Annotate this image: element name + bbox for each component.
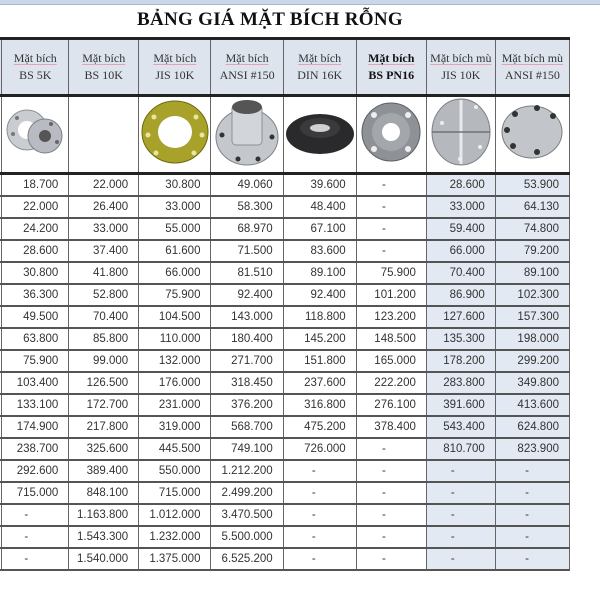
price-cell-blind-jis10k: -: [426, 460, 495, 482]
price-cell-bs5k: 75.900: [2, 350, 69, 372]
price-cell-ansi150: 271.700: [211, 350, 283, 372]
table-row: [0, 350, 570, 372]
table-row: [0, 218, 570, 240]
price-cell-bs5k: 174.900: [2, 416, 69, 438]
price-cell-bspn16: 148.500: [356, 328, 426, 350]
price-cell-bs5k: -: [2, 526, 69, 548]
price-cell-bs10k: 126.500: [69, 372, 139, 394]
price-cell-blind-jis10k: 86.900: [426, 284, 495, 306]
spreadsheet-top-strip: [0, 0, 600, 5]
price-cell-blind-ansi150: 349.800: [495, 372, 569, 394]
price-cell-bspn16: -: [356, 460, 426, 482]
price-table: [0, 37, 570, 571]
table-row: [0, 548, 570, 570]
header-blind-jis10k: Mặt bích mù JIS 10K: [426, 39, 495, 96]
price-cell-blind-jis10k: -: [426, 548, 495, 570]
black-steel-flange-icon: [285, 109, 355, 160]
price-cell-bspn16: -: [356, 526, 426, 548]
price-cell-bs10k: 37.400: [69, 240, 139, 262]
price-cell-blind-ansi150: -: [495, 504, 569, 526]
price-cell-din16k: 726.000: [283, 438, 356, 460]
price-cell-blind-ansi150: -: [495, 548, 569, 570]
price-cell-bs10k: 33.000: [69, 218, 139, 240]
price-cell-bs5k: 292.600: [2, 460, 69, 482]
price-cell-bs10k: 26.400: [69, 196, 139, 218]
price-cell-blind-jis10k: 391.600: [426, 394, 495, 416]
price-cell-ansi150: 376.200: [211, 394, 283, 416]
price-cell-ansi150: 143.000: [211, 306, 283, 328]
price-cell-jis10k: 715.000: [139, 482, 211, 504]
price-cell-ansi150: 568.700: [211, 416, 283, 438]
price-cell-bs5k: -: [2, 504, 69, 526]
table-row: [0, 394, 570, 416]
header-jis10k: Mặt bích JIS 10K: [139, 39, 211, 96]
price-cell-bspn16: 378.400: [356, 416, 426, 438]
price-cell-bs10k: 1.163.800: [69, 504, 139, 526]
price-cell-blind-ansi150: 102.300: [495, 284, 569, 306]
image-cell-blind-jis10k: [426, 96, 495, 174]
price-cell-ansi150: 68.970: [211, 218, 283, 240]
price-cell-din16k: 67.100: [283, 218, 356, 240]
price-cell-din16k: 92.400: [283, 284, 356, 306]
price-cell-blind-jis10k: 127.600: [426, 306, 495, 328]
price-cell-din16k: 145.200: [283, 328, 356, 350]
price-cell-bs10k: 22.000: [69, 174, 139, 197]
price-cell-bs10k: 41.800: [69, 262, 139, 284]
price-cell-din16k: 89.100: [283, 262, 356, 284]
price-cell-din16k: -: [283, 548, 356, 570]
image-cell-din16k: [283, 96, 356, 174]
table-row: [0, 262, 570, 284]
price-cell-ansi150: 180.400: [211, 328, 283, 350]
stainless-flange-pair-icon: [3, 104, 67, 165]
price-cell-blind-ansi150: 198.000: [495, 328, 569, 350]
price-cell-bspn16: -: [356, 548, 426, 570]
price-cell-blind-jis10k: 543.400: [426, 416, 495, 438]
price-cell-ansi150: 3.470.500: [211, 504, 283, 526]
price-cell-bspn16: 75.900: [356, 262, 426, 284]
header-row: [0, 39, 570, 96]
price-cell-bs10k: 99.000: [69, 350, 139, 372]
yellow-plate-flange-icon: [140, 99, 210, 170]
price-cell-blind-jis10k: 135.300: [426, 328, 495, 350]
price-cell-bs5k: 133.100: [2, 394, 69, 416]
price-cell-bs5k: 715.000: [2, 482, 69, 504]
price-cell-jis10k: 1.232.000: [139, 526, 211, 548]
table-row: [0, 328, 570, 350]
price-cell-ansi150: 749.100: [211, 438, 283, 460]
price-cell-din16k: 316.800: [283, 394, 356, 416]
price-cell-jis10k: 55.000: [139, 218, 211, 240]
image-cell-bs10k: [69, 96, 139, 174]
price-cell-jis10k: 66.000: [139, 262, 211, 284]
price-cell-din16k: 39.600: [283, 174, 356, 197]
table-row: [0, 416, 570, 438]
price-cell-din16k: -: [283, 526, 356, 548]
price-cell-ansi150: 49.060: [211, 174, 283, 197]
price-cell-jis10k: 445.500: [139, 438, 211, 460]
price-cell-blind-ansi150: -: [495, 526, 569, 548]
price-cell-jis10k: 33.000: [139, 196, 211, 218]
table-row: [0, 460, 570, 482]
price-cell-jis10k: 132.000: [139, 350, 211, 372]
price-cell-bs10k: 1.540.000: [69, 548, 139, 570]
price-cell-din16k: 83.600: [283, 240, 356, 262]
price-cell-bs10k: 389.400: [69, 460, 139, 482]
header-blind-ansi150: Mặt bích mù ANSI #150: [495, 39, 569, 96]
price-cell-blind-ansi150: -: [495, 482, 569, 504]
image-cell-blind-ansi150: [495, 96, 569, 174]
header-bs5k: Mặt bích BS 5K: [2, 39, 69, 96]
header-bspn16: Mặt bích BS PN16: [356, 39, 426, 96]
price-cell-jis10k: 550.000: [139, 460, 211, 482]
price-cell-ansi150: 318.450: [211, 372, 283, 394]
price-cell-blind-jis10k: -: [426, 504, 495, 526]
price-cell-bs10k: 325.600: [69, 438, 139, 460]
table-row: [0, 196, 570, 218]
price-cell-blind-ansi150: 64.130: [495, 196, 569, 218]
price-cell-jis10k: 75.900: [139, 284, 211, 306]
price-cell-bs10k: 52.800: [69, 284, 139, 306]
price-cell-bs5k: 63.800: [2, 328, 69, 350]
blind-flange-bolted-icon: [501, 104, 563, 165]
price-cell-blind-ansi150: 157.300: [495, 306, 569, 328]
image-row: [0, 96, 570, 174]
price-cell-blind-jis10k: 283.800: [426, 372, 495, 394]
price-cell-ansi150: 92.400: [211, 284, 283, 306]
price-cell-bspn16: -: [356, 174, 426, 197]
price-cell-blind-jis10k: -: [426, 526, 495, 548]
price-cell-blind-jis10k: 28.600: [426, 174, 495, 197]
price-cell-bspn16: 165.000: [356, 350, 426, 372]
price-cell-bs10k: 217.800: [69, 416, 139, 438]
price-cell-blind-ansi150: 53.900: [495, 174, 569, 197]
price-cell-ansi150: 81.510: [211, 262, 283, 284]
price-cell-bs5k: 36.300: [2, 284, 69, 306]
price-cell-blind-jis10k: 810.700: [426, 438, 495, 460]
price-cell-ansi150: 71.500: [211, 240, 283, 262]
price-cell-blind-jis10k: 33.000: [426, 196, 495, 218]
price-cell-din16k: -: [283, 504, 356, 526]
price-cell-blind-jis10k: -: [426, 482, 495, 504]
price-cell-bs10k: 172.700: [69, 394, 139, 416]
price-cell-blind-jis10k: 59.400: [426, 218, 495, 240]
price-cell-bs5k: 24.200: [2, 218, 69, 240]
price-cell-bspn16: -: [356, 438, 426, 460]
image-cell-ansi150: [211, 96, 283, 174]
table-row: [0, 306, 570, 328]
price-cell-jis10k: 61.600: [139, 240, 211, 262]
price-cell-bs5k: 28.600: [2, 240, 69, 262]
price-cell-jis10k: 176.000: [139, 372, 211, 394]
table-row: [0, 526, 570, 548]
price-cell-din16k: 151.800: [283, 350, 356, 372]
price-cell-bspn16: 222.200: [356, 372, 426, 394]
price-cell-blind-jis10k: 66.000: [426, 240, 495, 262]
price-cell-bs10k: 70.400: [69, 306, 139, 328]
table-row: [0, 372, 570, 394]
price-cell-bs10k: 1.543.300: [69, 526, 139, 548]
price-cell-din16k: 48.400: [283, 196, 356, 218]
table-row: [0, 284, 570, 306]
price-cell-din16k: -: [283, 482, 356, 504]
price-cell-ansi150: 1.212.200: [211, 460, 283, 482]
price-cell-ansi150: 5.500.000: [211, 526, 283, 548]
price-cell-din16k: 118.800: [283, 306, 356, 328]
price-cell-bspn16: -: [356, 482, 426, 504]
price-cell-bspn16: 101.200: [356, 284, 426, 306]
price-cell-blind-ansi150: 413.600: [495, 394, 569, 416]
price-cell-bspn16: -: [356, 196, 426, 218]
weld-neck-flange-icon: [214, 97, 280, 172]
price-cell-blind-jis10k: 178.200: [426, 350, 495, 372]
price-cell-blind-jis10k: 70.400: [426, 262, 495, 284]
price-cell-blind-ansi150: 79.200: [495, 240, 569, 262]
price-cell-blind-ansi150: 74.800: [495, 218, 569, 240]
gray-slip-on-flange-icon: [360, 101, 422, 168]
price-cell-blind-ansi150: 89.100: [495, 262, 569, 284]
header-ansi150: Mặt bích ANSI #150: [211, 39, 283, 96]
price-cell-bs5k: 238.700: [2, 438, 69, 460]
price-cell-ansi150: 58.300: [211, 196, 283, 218]
price-cell-bspn16: 276.100: [356, 394, 426, 416]
price-cell-blind-ansi150: 823.900: [495, 438, 569, 460]
price-cell-jis10k: 104.500: [139, 306, 211, 328]
price-cell-blind-ansi150: 299.200: [495, 350, 569, 372]
price-cell-jis10k: 231.000: [139, 394, 211, 416]
table-row: [0, 504, 570, 526]
header-din16k: Mặt bích DIN 16K: [283, 39, 356, 96]
table-row: [0, 438, 570, 460]
price-cell-din16k: -: [283, 460, 356, 482]
price-cell-bspn16: -: [356, 218, 426, 240]
price-cell-jis10k: 110.000: [139, 328, 211, 350]
price-cell-bs5k: 103.400: [2, 372, 69, 394]
price-cell-bs5k: 30.800: [2, 262, 69, 284]
image-cell-bs5k: [2, 96, 69, 174]
price-cell-blind-ansi150: -: [495, 460, 569, 482]
price-cell-jis10k: 319.000: [139, 416, 211, 438]
price-cell-bs10k: 848.100: [69, 482, 139, 504]
price-cell-bs10k: 85.800: [69, 328, 139, 350]
table-row: [0, 174, 570, 197]
price-cell-bspn16: -: [356, 240, 426, 262]
table-row: [0, 482, 570, 504]
price-cell-bs5k: -: [2, 548, 69, 570]
image-cell-jis10k: [139, 96, 211, 174]
price-cell-din16k: 237.600: [283, 372, 356, 394]
price-cell-bspn16: -: [356, 504, 426, 526]
price-cell-din16k: 475.200: [283, 416, 356, 438]
price-cell-jis10k: 30.800: [139, 174, 211, 197]
price-cell-bspn16: 123.200: [356, 306, 426, 328]
price-cell-ansi150: 2.499.200: [211, 482, 283, 504]
price-cell-bs5k: 18.700: [2, 174, 69, 197]
table-row: [0, 240, 570, 262]
price-cell-ansi150: 6.525.200: [211, 548, 283, 570]
image-cell-bspn16: [356, 96, 426, 174]
price-cell-jis10k: 1.012.000: [139, 504, 211, 526]
price-cell-bs5k: 22.000: [2, 196, 69, 218]
price-cell-jis10k: 1.375.000: [139, 548, 211, 570]
blind-flange-icon: [430, 97, 492, 172]
price-cell-bs5k: 49.500: [2, 306, 69, 328]
header-bs10k: Mặt bích BS 10K: [69, 39, 139, 96]
page-title: BẢNG GIÁ MẶT BÍCH RỖNG: [137, 9, 403, 30]
price-cell-blind-ansi150: 624.800: [495, 416, 569, 438]
